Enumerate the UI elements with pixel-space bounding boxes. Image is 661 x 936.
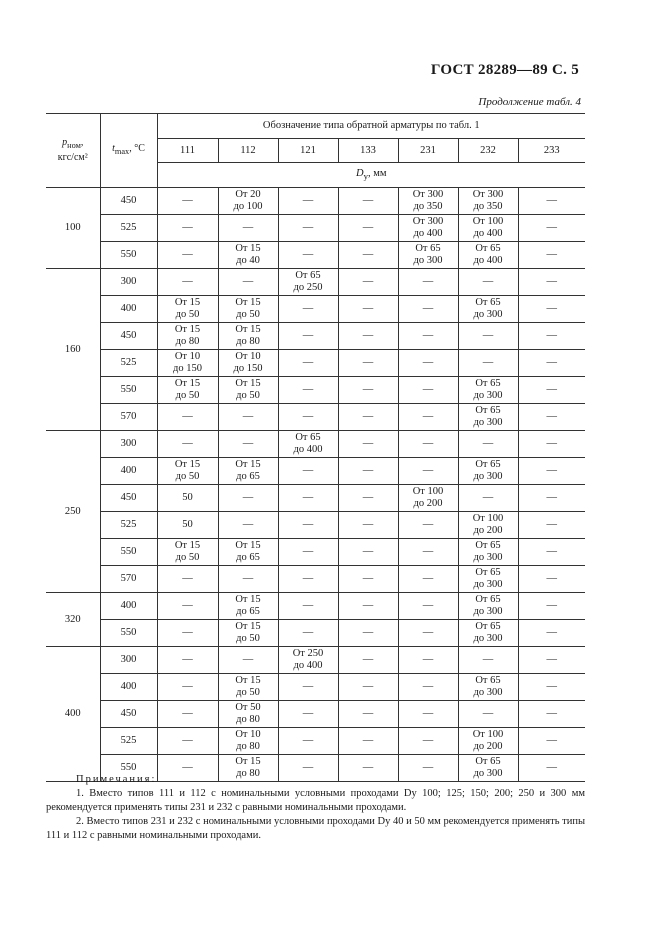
valve-type-group-header: Обозначение типа обратной арматуры по табл. 1 — [157, 114, 585, 139]
dn-range-cell: — — [518, 647, 585, 674]
temperature-cell: 300 — [100, 431, 157, 458]
dn-range-cell: От 300 до 400 — [398, 215, 458, 242]
table-row — [46, 566, 585, 593]
dn-range-cell: От 15 до 80 — [218, 755, 278, 782]
type-header-111: 111 — [157, 139, 218, 163]
dn-range-cell: — — [338, 296, 398, 323]
pressure-cell: 320 — [46, 593, 100, 647]
dn-range-cell: — — [338, 431, 398, 458]
dn-range-cell: — — [458, 485, 518, 512]
dn-range-cell: — — [518, 728, 585, 755]
pressure-cell: 250 — [46, 431, 100, 593]
dn-range-cell: — — [398, 593, 458, 620]
dn-range-cell: — — [157, 269, 218, 296]
dn-range-cell: — — [518, 323, 585, 350]
dn-range-cell: — — [398, 566, 458, 593]
dn-range-cell: — — [398, 269, 458, 296]
table-row — [46, 458, 585, 485]
dn-range-cell: — — [458, 647, 518, 674]
temperature-cell: 525 — [100, 350, 157, 377]
temperature-cell: 400 — [100, 296, 157, 323]
dn-range-cell: — — [518, 539, 585, 566]
dn-range-cell: — — [398, 728, 458, 755]
dn-range-cell: — — [278, 755, 338, 782]
dn-range-cell: — — [458, 323, 518, 350]
note-item-1: 1. Вместо типов 111 и 112 с номинальными условными проходами Dу 100; 125; 150; 200; 250 и 300 мм рекомендуется применять типы 231 и 232 с равными номинальными проходами. — [46, 788, 585, 813]
temperature-cell: 450 — [100, 701, 157, 728]
table-row — [46, 215, 585, 242]
temperature-cell: 550 — [100, 377, 157, 404]
dn-range-cell: — — [157, 701, 218, 728]
dn-range-cell: — — [398, 458, 458, 485]
dn-range-cell: От 15 до 50 — [157, 296, 218, 323]
type-header-231: 231 — [398, 139, 458, 163]
dn-range-cell: — — [218, 215, 278, 242]
dn-range-cell: — — [518, 620, 585, 647]
dn-range-cell: — — [338, 755, 398, 782]
dn-range-cell: От 15 до 80 — [218, 323, 278, 350]
pressure-cell: 100 — [46, 188, 100, 269]
dn-range-cell: — — [338, 485, 398, 512]
dn-range-cell: — — [278, 728, 338, 755]
table-row — [46, 242, 585, 269]
dn-range-cell: — — [157, 188, 218, 215]
table-continuation-label: Продолжение табл. 4 — [478, 96, 581, 108]
dn-range-cell: — — [398, 431, 458, 458]
dn-range-cell: — — [218, 404, 278, 431]
dn-range-cell: — — [278, 566, 338, 593]
dn-range-cell: — — [157, 242, 218, 269]
dn-range-cell: — — [518, 458, 585, 485]
pressure-cell: 400 — [46, 647, 100, 782]
temperature-column-header: $t_{max}$, °C — [100, 114, 157, 188]
dn-range-cell: — — [398, 755, 458, 782]
dn-range-cell: От 50 до 80 — [218, 701, 278, 728]
notes-section — [46, 773, 585, 843]
dn-range-cell: От 65 до 300 — [458, 674, 518, 701]
dn-range-cell: — — [338, 620, 398, 647]
table-row — [46, 620, 585, 647]
dn-range-cell: — — [218, 647, 278, 674]
dn-range-cell: — — [398, 647, 458, 674]
dn-range-cell: — — [518, 269, 585, 296]
dn-range-cell: 50 — [157, 512, 218, 539]
dn-range-cell: — — [518, 188, 585, 215]
temperature-cell: 550 — [100, 539, 157, 566]
dn-range-cell: — — [278, 377, 338, 404]
dn-range-cell: — — [157, 566, 218, 593]
table-row — [46, 269, 585, 296]
dn-range-cell: От 65 до 300 — [398, 242, 458, 269]
temperature-cell: 300 — [100, 647, 157, 674]
dn-range-cell: От 100 до 400 — [458, 215, 518, 242]
dn-range-cell: — — [157, 755, 218, 782]
dn-range-cell: — — [338, 647, 398, 674]
dn-range-cell: — — [278, 215, 338, 242]
dn-range-cell: — — [338, 566, 398, 593]
nominal-diameter-header: $D_у$, мм — [157, 163, 585, 188]
dn-range-cell: — — [338, 323, 398, 350]
dn-range-cell: — — [278, 404, 338, 431]
dn-range-cell: От 10 до 150 — [157, 350, 218, 377]
table-row — [46, 674, 585, 701]
dn-range-cell: — — [518, 431, 585, 458]
temperature-cell: 525 — [100, 512, 157, 539]
dn-range-cell: — — [278, 296, 338, 323]
dn-range-cell: От 65 до 300 — [458, 539, 518, 566]
dn-range-cell: — — [338, 539, 398, 566]
dn-range-cell: — — [278, 701, 338, 728]
dn-range-cell: От 300 до 350 — [398, 188, 458, 215]
dn-range-cell: От 15 до 65 — [218, 539, 278, 566]
dn-range-cell: От 15 до 65 — [218, 458, 278, 485]
dn-range-cell: — — [518, 242, 585, 269]
dn-range-cell: — — [278, 512, 338, 539]
dn-range-cell: — — [278, 593, 338, 620]
dn-range-cell: — — [157, 620, 218, 647]
dn-range-cell: — — [338, 404, 398, 431]
dn-range-cell: — — [338, 269, 398, 296]
dn-range-cell: — — [278, 188, 338, 215]
temperature-cell: 570 — [100, 404, 157, 431]
dn-range-cell: От 65 до 250 — [278, 269, 338, 296]
dn-range-cell: От 65 до 300 — [458, 755, 518, 782]
dn-range-cell: От 15 до 50 — [218, 620, 278, 647]
dn-range-cell: От 15 до 50 — [157, 377, 218, 404]
dn-range-cell: От 65 до 400 — [458, 242, 518, 269]
temperature-cell: 450 — [100, 188, 157, 215]
dn-range-cell: От 15 до 50 — [218, 674, 278, 701]
table-row — [46, 350, 585, 377]
dn-range-cell: От 65 до 300 — [458, 458, 518, 485]
dn-range-cell: — — [458, 269, 518, 296]
temperature-cell: 300 — [100, 269, 157, 296]
dn-range-cell: — — [518, 755, 585, 782]
table-row — [46, 188, 585, 215]
dn-range-cell: — — [518, 215, 585, 242]
table-row — [46, 539, 585, 566]
dn-range-cell: — — [338, 701, 398, 728]
type-header-233: 233 — [518, 139, 585, 163]
temperature-cell: 550 — [100, 242, 157, 269]
dn-range-cell: — — [338, 350, 398, 377]
temperature-cell: 450 — [100, 323, 157, 350]
temperature-cell: 570 — [100, 566, 157, 593]
dn-range-cell: — — [218, 566, 278, 593]
dn-range-cell: — — [218, 269, 278, 296]
dn-range-cell: — — [398, 620, 458, 647]
dn-range-cell: — — [518, 701, 585, 728]
type-header-121: 121 — [278, 139, 338, 163]
table-row — [46, 431, 585, 458]
dn-range-cell: От 15 до 40 — [218, 242, 278, 269]
table-row — [46, 323, 585, 350]
temperature-cell: 525 — [100, 215, 157, 242]
dn-range-cell: От 15 до 50 — [218, 377, 278, 404]
table-row — [46, 377, 585, 404]
dn-range-cell: — — [218, 485, 278, 512]
type-header-232: 232 — [458, 139, 518, 163]
temperature-cell: 525 — [100, 728, 157, 755]
dn-range-cell: — — [157, 404, 218, 431]
dn-range-cell: — — [278, 674, 338, 701]
dn-range-cell: — — [338, 728, 398, 755]
dn-range-cell: — — [338, 512, 398, 539]
type-header-112: 112 — [218, 139, 278, 163]
dn-range-cell: — — [157, 215, 218, 242]
table-row — [46, 647, 585, 674]
dn-range-cell: — — [518, 512, 585, 539]
pressure-cell: 160 — [46, 269, 100, 431]
table-body — [46, 188, 585, 782]
dn-range-cell: От 15 до 50 — [157, 539, 218, 566]
temperature-cell: 550 — [100, 620, 157, 647]
dn-range-cell: — — [518, 350, 585, 377]
notes-title: Примечания: — [76, 774, 157, 785]
dn-range-cell: От 100 до 200 — [458, 512, 518, 539]
table-row — [46, 593, 585, 620]
dn-range-cell: — — [458, 431, 518, 458]
temperature-cell: 400 — [100, 458, 157, 485]
dn-range-cell: — — [157, 728, 218, 755]
table-row — [46, 404, 585, 431]
dn-range-cell: 50 — [157, 485, 218, 512]
dn-range-cell: — — [338, 215, 398, 242]
dn-range-cell: — — [278, 620, 338, 647]
dn-range-cell: — — [157, 647, 218, 674]
dn-range-cell: — — [518, 296, 585, 323]
dn-range-cell: — — [398, 674, 458, 701]
dn-range-cell: — — [398, 296, 458, 323]
dn-range-cell: — — [338, 242, 398, 269]
dn-range-cell: От 65 до 400 — [278, 431, 338, 458]
dn-range-cell: — — [278, 485, 338, 512]
dn-range-cell: От 100 до 200 — [458, 728, 518, 755]
dn-range-cell: — — [157, 593, 218, 620]
temperature-cell: 400 — [100, 593, 157, 620]
table-row — [46, 512, 585, 539]
dn-range-cell: — — [398, 350, 458, 377]
dn-range-cell: — — [278, 323, 338, 350]
dn-range-cell: От 250 до 400 — [278, 647, 338, 674]
dn-range-cell: — — [518, 377, 585, 404]
dn-range-cell: От 100 до 200 — [398, 485, 458, 512]
dn-range-cell: От 65 до 300 — [458, 566, 518, 593]
dn-range-cell: — — [278, 350, 338, 377]
dn-range-cell: — — [218, 512, 278, 539]
dn-range-cell: От 300 до 350 — [458, 188, 518, 215]
pressure-column-header: $p_{ном}$, кгс/см² — [46, 114, 100, 188]
table-row — [46, 701, 585, 728]
dn-range-cell: — — [398, 323, 458, 350]
dn-range-cell: — — [398, 404, 458, 431]
dn-range-cell: — — [157, 431, 218, 458]
table-row — [46, 728, 585, 755]
dn-range-cell: От 15 до 50 — [157, 458, 218, 485]
note-item-2: 2. Вместо типов 231 и 232 с номинальными условными проходами Dу 40 и 50 мм рекомендуется применять типы 111 и 112 с равными номинальными проходами. — [46, 816, 585, 841]
table-row — [46, 296, 585, 323]
dn-range-cell: — — [338, 377, 398, 404]
table-row — [46, 485, 585, 512]
dn-range-cell: От 10 до 150 — [218, 350, 278, 377]
dn-range-cell: От 15 до 65 — [218, 593, 278, 620]
dn-range-cell: От 10 до 80 — [218, 728, 278, 755]
dn-range-cell: — — [278, 458, 338, 485]
dn-range-cell: — — [518, 674, 585, 701]
dn-range-cell: — — [398, 701, 458, 728]
dn-range-cell: — — [278, 242, 338, 269]
dn-range-cell: — — [518, 485, 585, 512]
temperature-cell: 450 — [100, 485, 157, 512]
dn-range-cell: — — [398, 512, 458, 539]
valve-types-table — [46, 113, 585, 782]
dn-range-cell: — — [518, 566, 585, 593]
type-header-133: 133 — [338, 139, 398, 163]
dn-range-cell: — — [157, 674, 218, 701]
dn-range-cell: От 65 до 300 — [458, 620, 518, 647]
dn-range-cell: От 65 до 300 — [458, 593, 518, 620]
dn-range-cell: — — [518, 593, 585, 620]
dn-range-cell: — — [518, 404, 585, 431]
temperature-cell: 550 — [100, 755, 157, 782]
dn-range-cell: — — [458, 350, 518, 377]
dn-range-cell: От 65 до 300 — [458, 377, 518, 404]
dn-range-cell: — — [398, 377, 458, 404]
dn-range-cell: — — [338, 188, 398, 215]
dn-range-cell: — — [218, 431, 278, 458]
dn-range-cell: От 20 до 100 — [218, 188, 278, 215]
dn-range-cell: — — [458, 701, 518, 728]
dn-range-cell: — — [338, 674, 398, 701]
dn-range-cell: — — [278, 539, 338, 566]
dn-range-cell: От 15 до 80 — [157, 323, 218, 350]
page-header: ГОСТ 28289—89 С. 5 — [430, 62, 579, 78]
dn-range-cell: От 65 до 300 — [458, 404, 518, 431]
dn-range-cell: — — [398, 539, 458, 566]
temperature-cell: 400 — [100, 674, 157, 701]
dn-range-cell: — — [338, 458, 398, 485]
dn-range-cell: От 65 до 300 — [458, 296, 518, 323]
dn-range-cell: От 15 до 50 — [218, 296, 278, 323]
dn-range-cell: — — [338, 593, 398, 620]
